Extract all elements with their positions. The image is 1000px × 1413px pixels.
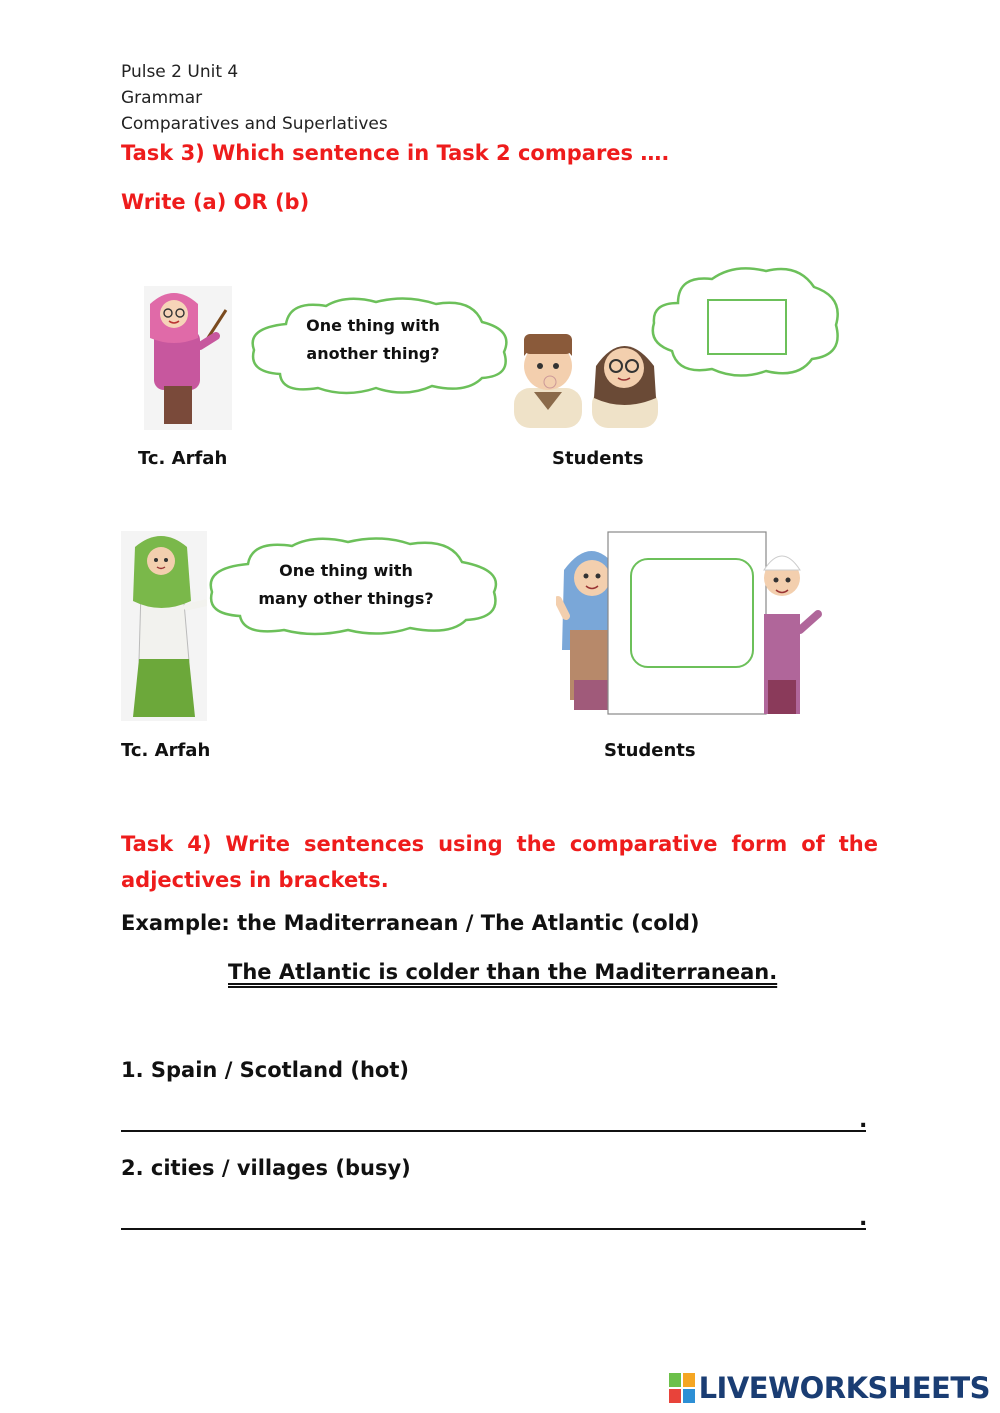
students-label-2: Students — [604, 740, 696, 761]
item-1-period: . — [859, 1108, 868, 1133]
speech-bubble-1-text — [286, 312, 460, 368]
header-section: Grammar — [121, 88, 203, 108]
teacher-illustration-2 — [121, 531, 207, 721]
task3-title: Task 3) Which sentence in Task 2 compares …. — [121, 141, 670, 165]
speech-bubble-2-line-1: One thing with — [279, 561, 413, 580]
example-answer: The Atlantic is colder than the Maditerranean. — [228, 960, 778, 984]
liveworksheets-logo[interactable] — [669, 1371, 990, 1405]
item-1-prompt: 1. Spain / Scotland (hot) — [121, 1058, 409, 1082]
item-1-answer-line[interactable] — [121, 1110, 866, 1132]
item-2-answer-line[interactable] — [121, 1208, 866, 1230]
speech-bubble-2-line-2: many other things? — [258, 589, 434, 608]
answer-box-2[interactable] — [630, 558, 754, 668]
item-2-prompt: 2. cities / villages (busy) — [121, 1156, 411, 1180]
answer-box-1[interactable] — [707, 299, 787, 355]
liveworksheets-logo-text: LIVEWORKSHEETS — [698, 1371, 990, 1405]
speaker-label-2: Tc. Arfah — [121, 740, 211, 761]
students-illustration-1 — [512, 326, 660, 430]
header-topic: Comparatives and Superlatives — [121, 114, 388, 134]
liveworksheets-logo-icon — [669, 1373, 695, 1403]
header-book: Pulse 2 Unit 4 — [121, 62, 239, 82]
speech-bubble-1-line-1: One thing with — [306, 316, 440, 335]
example-prompt: Example: the Maditerranean / The Atlantic (cold) — [121, 911, 700, 935]
teacher-illustration — [144, 286, 232, 430]
task3-instruction: Write (a) OR (b) — [121, 190, 310, 214]
speech-bubble-2-text — [244, 557, 448, 613]
students-label-1: Students — [552, 448, 644, 469]
item-2-period: . — [859, 1206, 868, 1231]
task4-title: Task 4) Write sentences using the comparative form of the adjectives in brackets. — [121, 832, 878, 892]
speech-bubble-1-line-2: another thing? — [306, 344, 440, 363]
speaker-label-1: Tc. Arfah — [138, 448, 228, 469]
